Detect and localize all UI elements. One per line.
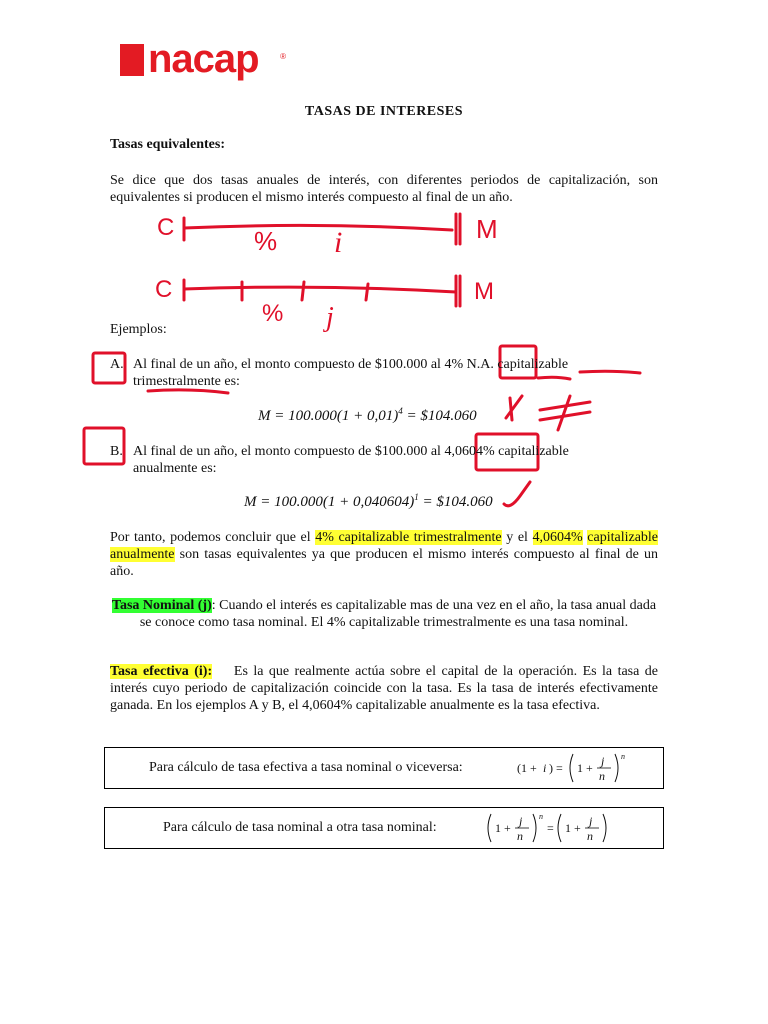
- example-b-text-3: anualmente es:: [133, 461, 217, 476]
- section-heading: Tasas equivalentes:: [110, 137, 226, 152]
- efectiva-text: Es la que realmente actúa sobre el capital de la operación. Es la tasa de interés cuyo periodo de capitalización coincide con la tasa. Es la tasa de interés efectivamente ganada. En los ejemplos A y B, el 4,0604% capitalizable anualmente es la tasa efectiva.: [110, 664, 662, 713]
- logo-mark: [120, 44, 144, 76]
- diagram-i: i: [334, 226, 343, 259]
- svg-text:n: n: [517, 829, 523, 843]
- example-a-text-2: N.A. capitalizable: [463, 357, 569, 372]
- example-b-letter: B.: [110, 444, 123, 459]
- example-b-rate: 4,0604%: [444, 444, 495, 459]
- example-a-letter: A.: [110, 357, 124, 372]
- examples-label: Ejemplos:: [110, 322, 167, 337]
- svg-text:=: =: [547, 821, 554, 835]
- example-a-text-1: Al final de un año, el monto compuesto de $100.000 al: [133, 357, 445, 372]
- svg-text:j: j: [589, 814, 593, 828]
- logo-registered: ®: [280, 52, 286, 61]
- diagram-c2: C: [155, 276, 173, 303]
- nominal-definition: [110, 597, 658, 631]
- formula-a-left: M = 100.000(1 + 0,01): [258, 408, 399, 424]
- formula-a-exp: 4: [398, 406, 403, 416]
- example-a: [110, 356, 658, 392]
- box1-formula: [515, 750, 645, 786]
- svg-text:j: j: [519, 814, 523, 828]
- page-title: TASAS DE INTERESES: [304, 104, 464, 119]
- conclusion-text-2: y el: [501, 530, 533, 545]
- diagram-rate2: %: [262, 300, 284, 327]
- example-b-text-2: capitalizable: [494, 444, 569, 459]
- svg-text:1 +: 1 +: [565, 821, 581, 835]
- conclusion-paragraph: [110, 529, 658, 580]
- inacap-logo: [120, 37, 286, 84]
- example-a-rate: 4%: [444, 357, 464, 372]
- box1-text: Para cálculo de tasa efectiva a tasa nominal o viceversa:: [149, 760, 463, 775]
- diagram-m1: M: [476, 214, 498, 244]
- example-b: [110, 443, 658, 479]
- svg-text:) =: ) =: [549, 761, 563, 775]
- formula-b-exp: 1: [414, 492, 419, 502]
- formula-box-efectiva: [104, 747, 664, 789]
- efectiva-label: Tasa efectiva (i):: [110, 664, 213, 679]
- example-b-text-1: Al final de un año, el monto compuesto de $100.000 al: [133, 444, 445, 459]
- svg-text:i: i: [543, 761, 547, 775]
- conclusion-text-3: son tasas equivalentes ya que producen el mismo interés compuesto al final de un año.: [110, 547, 658, 579]
- efectiva-definition: [110, 663, 662, 714]
- svg-text:1 +: 1 +: [495, 821, 511, 835]
- nominal-label: Tasa Nominal (j): [111, 598, 212, 613]
- diagram-j: j: [326, 302, 334, 333]
- diagram-c1: C: [157, 214, 175, 241]
- svg-text:n: n: [539, 812, 543, 821]
- nominal-colon: :: [211, 598, 216, 613]
- svg-text:j: j: [601, 754, 605, 768]
- diagram-m2: M: [474, 278, 494, 305]
- diagram-rate1: %: [254, 226, 278, 256]
- svg-text:(1 +: (1 +: [517, 761, 537, 775]
- highlight-trimestral: 4% capitalizable trimestralmente: [315, 530, 502, 545]
- svg-text:n: n: [587, 829, 593, 843]
- example-b-formula: [244, 492, 493, 511]
- conclusion-text-1: Por tanto, podemos concluir que el: [110, 530, 316, 545]
- highlight-anual: capitalizable anualmente: [110, 530, 659, 562]
- example-a-formula: [258, 406, 477, 425]
- intro-paragraph: Se dice que dos tasas anuales de interés, con diferentes periodos de capitalización, son equivalentes si producen el mismo interés compuesto al final de un año.: [110, 173, 658, 205]
- formula-b-right: = $104.060: [418, 494, 493, 510]
- highlight-rate: 4,0604%: [532, 530, 583, 545]
- logo-text: nacap: [148, 37, 259, 81]
- svg-text:n: n: [621, 752, 625, 761]
- nominal-text: Cuando el interés es capitalizable mas de una vez en el año, la tasa anual dada se conoce como tasa nominal. El 4% capitalizable trimestralmente es una tasa nominal.: [139, 598, 657, 630]
- svg-text:1 +: 1 +: [577, 761, 593, 775]
- formula-b-left: M = 100.000(1 + 0,040604): [244, 494, 415, 510]
- svg-text:n: n: [599, 769, 605, 783]
- formula-box-nominal: [104, 807, 664, 849]
- example-a-text-3: trimestralmente es:: [133, 374, 240, 389]
- box2-formula: [483, 810, 613, 846]
- box2-text: Para cálculo de tasa nominal a otra tasa nominal:: [163, 820, 437, 835]
- formula-a-right: = $104.060: [402, 408, 477, 424]
